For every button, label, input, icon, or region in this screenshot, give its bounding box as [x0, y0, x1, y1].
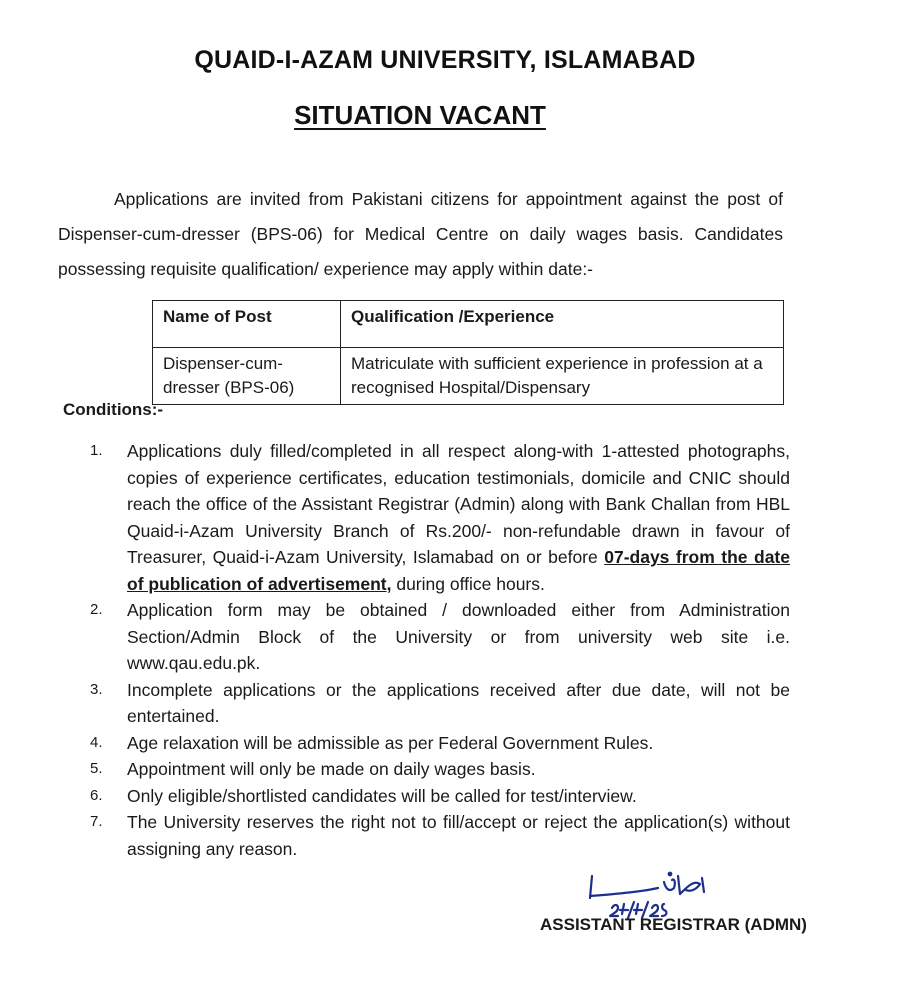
condition-item	[90, 809, 790, 862]
table-header-row	[153, 301, 784, 348]
condition-text: Incomplete applications or the applications received after due date, will not be entertained.	[127, 679, 790, 726]
conditions-list	[90, 438, 790, 862]
cell-post-name: Dispenser-cum-dresser (BPS-06)	[153, 348, 341, 405]
intro-text: Applications are invited from Pakistani citizens for appointment against the post of Dispenser-cum-dresser (BPS-06) for Medical Centre on daily wages basis. Candidates possessing requisite qualification/ experience may apply within date:-	[58, 189, 783, 279]
condition-text: Appointment will only be made on daily wages basis.	[127, 759, 536, 779]
condition-item	[90, 783, 790, 810]
condition-text: Applications duly filled/completed in all respect along-with 1-attested photographs, copies of experience certificates, education testimonials, domicile and CNIC should reach the office of the Assistant Registrar (Admin) along with Bank Challan from HBL Quaid-i-Azam University Branch of Rs.200/- non-refundable drawn in favour of Treasurer, Quaid-i-Azam University, Islamabad on or before	[127, 441, 790, 567]
condition-number: 3.	[90, 680, 103, 698]
condition-number: 4.	[90, 733, 103, 751]
cell-qualification: Matriculate with sufficient experience in profession at a recognised Hospital/Dispensary	[341, 348, 784, 405]
condition-text: The University reserves the right not to fill/accept or reject the application(s) without assigning any reason.	[127, 812, 790, 859]
page-title	[0, 100, 840, 131]
header-qualification: Qualification /Experience	[341, 301, 784, 348]
table-row	[153, 348, 784, 405]
condition-text: Age relaxation will be admissible as per Federal Government Rules.	[127, 732, 654, 753]
signatory-designation: ASSISTANT REGISTRAR (ADMN)	[540, 915, 807, 934]
conditions-heading: Conditions:-	[63, 400, 164, 419]
condition-item	[90, 438, 790, 597]
deadline-emphasis: 07-days from the date of publication of advertisement,	[127, 547, 790, 594]
condition-number: 5.	[90, 760, 103, 777]
condition-text: Application form may be obtained / downloaded either from Administration Section/Admin Block of the University or from university web site i.e. www.qau.edu.pk.	[127, 600, 790, 673]
condition-number: 1.	[90, 442, 103, 459]
signature-ink-strokes	[590, 873, 704, 918]
title-text: SITUATION VACANT	[294, 100, 546, 130]
condition-number: 2.	[90, 601, 103, 618]
condition-tail: during office hours.	[391, 573, 545, 594]
condition-item	[90, 730, 790, 757]
university-name: QUAID-I-AZAM UNIVERSITY, ISLAMABAD	[194, 46, 696, 74]
post-table	[152, 300, 784, 405]
header-name-of-post: Name of Post	[153, 301, 341, 348]
condition-number: 7.	[90, 813, 103, 830]
condition-text: Only eligible/shortlisted candidates will be called for test/interview.	[127, 785, 637, 806]
condition-item	[90, 677, 790, 730]
intro-paragraph	[58, 182, 783, 287]
condition-item	[90, 756, 790, 783]
condition-item	[90, 597, 790, 677]
condition-number: 6.	[90, 786, 103, 804]
